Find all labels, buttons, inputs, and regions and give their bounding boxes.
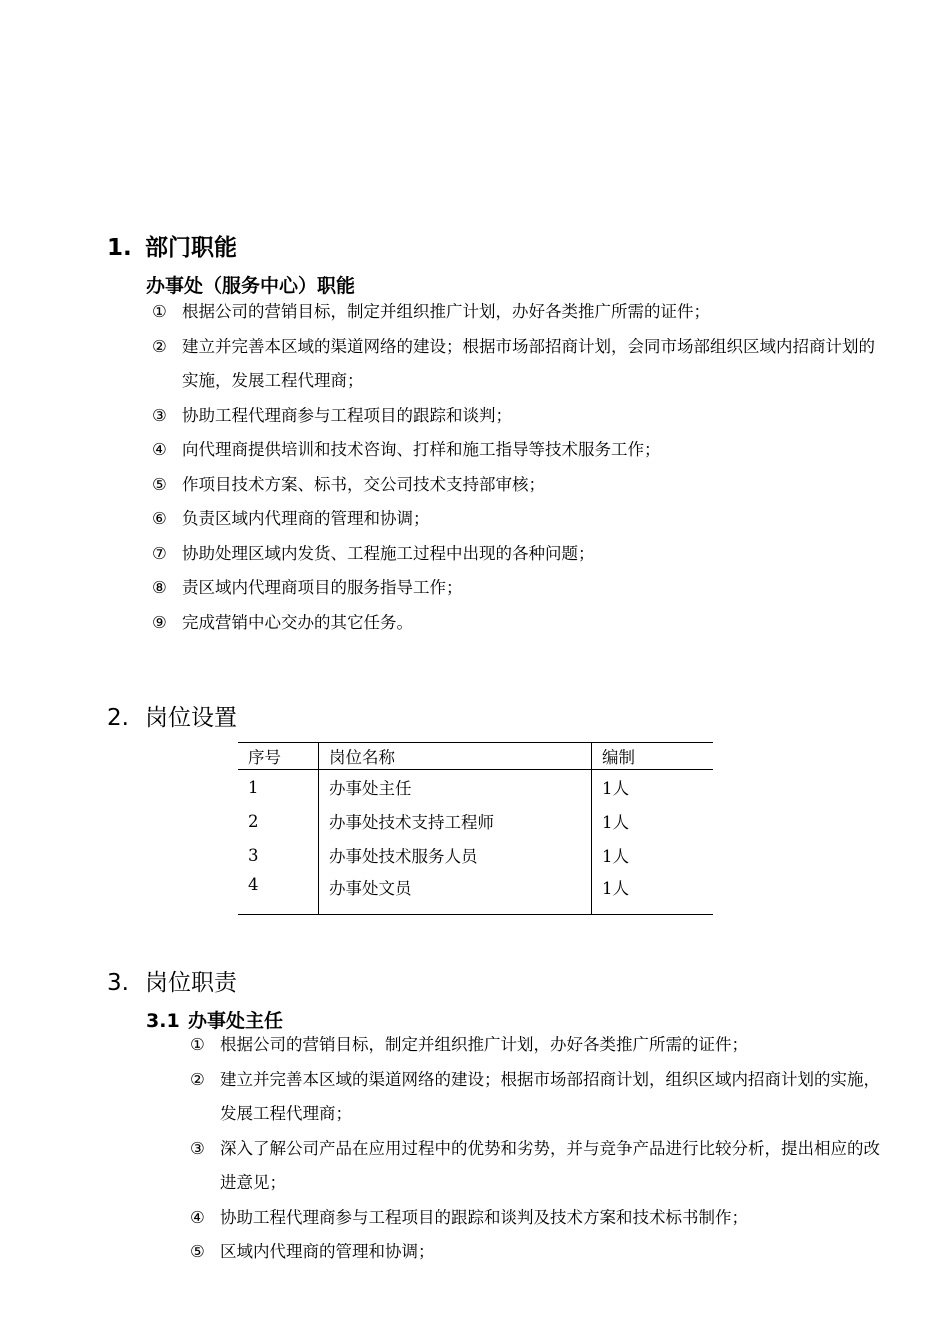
item-marker: ①	[190, 1035, 205, 1054]
table-row	[238, 804, 713, 838]
item-text: 向代理商提供培训和技术咨询、打样和施工指导等技术服务工作；	[182, 440, 661, 459]
list-item	[152, 399, 887, 434]
cell-headcount: 1人	[602, 847, 629, 866]
list-item	[152, 468, 887, 503]
item-text: 负责区域内代理商的管理和协调；	[182, 509, 430, 528]
section-2-heading	[107, 703, 237, 733]
list-item	[152, 606, 887, 641]
list-item	[152, 433, 887, 468]
item-text: 建立并完善本区域的渠道网络的建设；根据市场部招商计划，组织区域内招商计划的实施，发展工程代理商；	[220, 1069, 880, 1123]
cell-position: 办事处技术支持工程师	[319, 804, 592, 838]
item-marker: ①	[152, 302, 167, 321]
item-marker: ⑤	[152, 474, 167, 494]
table-row	[238, 872, 713, 915]
section-title: 部门职能	[145, 235, 237, 261]
section-title: 岗位设置	[145, 705, 237, 731]
list-item	[190, 1028, 887, 1063]
list-item	[190, 1063, 887, 1132]
section-number: 3.	[107, 970, 129, 996]
item-text: 完成营销中心交办的其它任务。	[182, 612, 413, 632]
column-header-headcount: 编制	[592, 743, 714, 770]
department-duties-list	[152, 295, 887, 640]
section-number: 1.	[107, 235, 132, 261]
table-row	[238, 770, 713, 805]
cell-index: 3	[238, 838, 319, 872]
item-text: 区域内代理商的管理和协调；	[220, 1242, 435, 1261]
section-title: 岗位职责	[145, 970, 237, 996]
table-header-row	[238, 743, 713, 770]
item-marker: ②	[152, 336, 167, 356]
cell-position: 办事处主任	[319, 770, 592, 805]
item-marker: ③	[152, 405, 167, 425]
positions-table	[238, 742, 713, 915]
list-item	[152, 537, 887, 572]
item-text: 根据公司的营销目标，制定并组织推广计划，办好各类推广所需的证件；	[182, 302, 710, 321]
director-duties-list	[190, 1028, 887, 1270]
subsection-number: 3.1	[146, 1010, 180, 1032]
item-marker: ⑥	[152, 509, 167, 528]
item-text: 作项目技术方案、标书，交公司技术支持部审核；	[182, 474, 545, 494]
cell-position: 办事处技术服务人员	[319, 838, 592, 872]
item-marker: ⑧	[152, 578, 167, 597]
list-item	[190, 1201, 887, 1236]
cell-headcount: 1人	[602, 813, 629, 832]
item-text: 深入了解公司产品在应用过程中的优势和劣势，并与竞争产品进行比较分析，提出相应的改进意见；	[220, 1138, 880, 1192]
section-1-heading	[107, 233, 237, 263]
section-number: 2.	[107, 705, 129, 731]
item-marker: ④	[190, 1207, 205, 1227]
column-header-position: 岗位名称	[319, 743, 592, 770]
item-text: 协助工程代理商参与工程项目的跟踪和谈判；	[182, 405, 512, 425]
column-header-index: 序号	[238, 743, 319, 770]
cell-position: 办事处文员	[319, 872, 592, 915]
item-marker: ⑤	[190, 1242, 205, 1261]
item-text: 建立并完善本区域的渠道网络的建设；根据市场部招商计划，会同市场部组织区域内招商计划的实施，发展工程代理商；	[182, 336, 875, 390]
subsection-title: 办事处主任	[188, 1010, 284, 1032]
cell-index: 4	[238, 872, 319, 915]
item-marker: ④	[152, 440, 167, 459]
item-text: 根据公司的营销目标，制定并组织推广计划，办好各类推广所需的证件；	[220, 1035, 748, 1054]
list-item	[152, 295, 887, 330]
cell-index: 1	[238, 770, 319, 805]
item-marker: ②	[190, 1069, 205, 1089]
item-text: 协助工程代理商参与工程项目的跟踪和谈判及技术方案和技术标书制作；	[220, 1207, 748, 1227]
list-item	[152, 330, 887, 399]
list-item	[152, 502, 887, 537]
item-text: 协助处理区域内发货、工程施工过程中出现的各种问题；	[182, 543, 595, 563]
section-3-heading	[107, 968, 237, 998]
item-marker: ⑦	[152, 543, 167, 563]
list-item	[152, 571, 887, 606]
list-item	[190, 1132, 887, 1201]
item-text: 责区域内代理商项目的服务指导工作；	[182, 578, 463, 597]
section-1-subtitle: 办事处（服务中心）职能	[146, 275, 356, 297]
table-row	[238, 838, 713, 872]
cell-headcount: 1人	[592, 872, 714, 915]
list-item	[190, 1235, 887, 1270]
cell-headcount: 1人	[602, 779, 629, 798]
item-marker: ⑨	[152, 612, 167, 632]
cell-index: 2	[238, 804, 319, 838]
item-marker: ③	[190, 1138, 205, 1158]
